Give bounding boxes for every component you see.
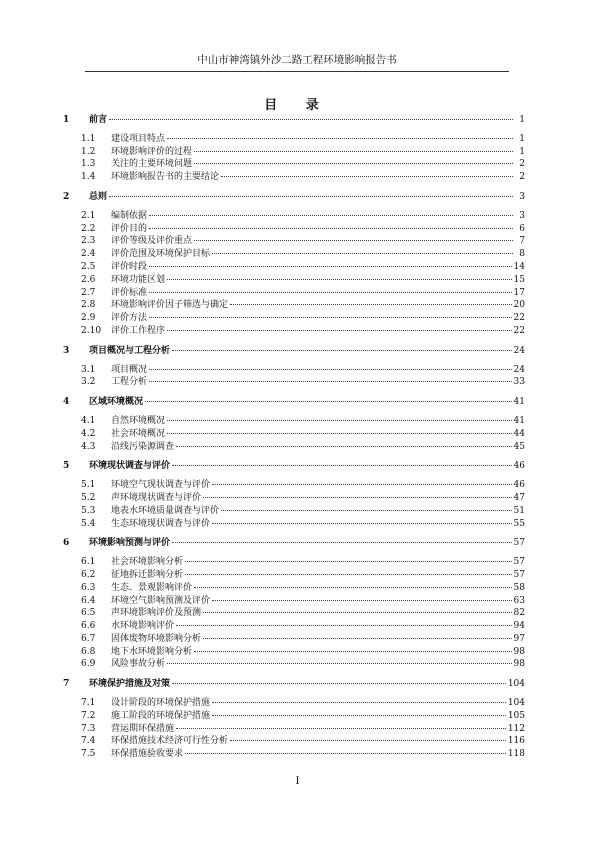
toc-entry-number: 5.3 (81, 505, 96, 516)
toc-entry-page: 15 (513, 274, 525, 285)
toc-entry-label: 环境保护措施及对策 (89, 679, 171, 690)
dot-leader (167, 138, 513, 139)
toc-entry-number: 5.1 (81, 480, 96, 491)
toc-entry-number: 6.3 (81, 582, 96, 593)
toc-section-entry[interactable] (63, 325, 525, 338)
toc-entry-number: 7.3 (81, 723, 96, 734)
toc-section-entry[interactable] (63, 287, 525, 300)
toc-entry-label: 生态、景观影响评价 (111, 582, 193, 593)
toc-section-entry[interactable] (63, 723, 525, 736)
toc-entry-label: 征地拆迁影响分析 (111, 569, 184, 580)
toc-section-entry[interactable] (63, 748, 525, 761)
toc-entry-label: 总则 (89, 191, 108, 202)
toc-section-entry[interactable] (63, 479, 525, 492)
toc-entry-label: 环境空气现状调查与评价 (111, 480, 211, 491)
toc-entry-page: 22 (513, 325, 525, 336)
toc-entry-page: 2 (519, 172, 525, 183)
toc-entry-label: 沿线污染源调查 (111, 441, 175, 452)
toc-entry-number: 6.6 (81, 621, 96, 632)
dot-leader (149, 381, 512, 382)
toc-entry-number: 6.7 (81, 633, 96, 644)
toc-entry-label: 环保措施技术经济可行性分析 (111, 736, 229, 747)
toc-entry-label: 评价标准 (111, 287, 148, 298)
toc-entry-number: 6.1 (81, 557, 96, 568)
toc-entry-number: 4.3 (81, 441, 96, 452)
toc-entry-label: 环境功能区划 (111, 274, 166, 285)
toc-entry-page: 118 (507, 749, 525, 760)
dot-leader (230, 304, 512, 305)
toc-entry-page: 6 (519, 223, 525, 234)
toc-entry-label: 地下水环境影响分析 (111, 646, 193, 657)
toc-entry-label: 生态环境现状调查与评价 (111, 518, 211, 529)
toc-section-entry[interactable] (63, 235, 525, 248)
toc-entry-number: 6 (63, 538, 70, 549)
toc-entry-page: 104 (507, 698, 525, 709)
toc-entry-label: 环境影响报告书的主要结论 (111, 172, 220, 183)
toc-entry-page: 97 (513, 633, 525, 644)
toc-section-entry[interactable] (63, 710, 525, 723)
toc-entry-label: 评价范围及环境保护目标 (111, 249, 211, 260)
toc-section-entry[interactable] (63, 607, 525, 620)
dot-leader (172, 350, 512, 351)
toc-entry-page: 104 (507, 679, 525, 690)
dot-leader (172, 542, 512, 543)
toc-entry-page: 82 (513, 608, 525, 619)
toc-entry-label: 评价工作程序 (111, 325, 166, 336)
toc-section-entry[interactable] (63, 735, 525, 748)
toc-entry-label: 评价等级及评价重点 (111, 236, 193, 247)
toc-section-entry[interactable] (63, 158, 525, 171)
toc-entry-number: 7.5 (81, 749, 96, 760)
toc-section-entry[interactable] (63, 620, 525, 633)
toc-entry-number: 7.4 (81, 736, 96, 747)
dot-leader (212, 715, 506, 716)
toc-section-entry[interactable] (63, 658, 525, 671)
toc-section-entry[interactable] (63, 697, 525, 710)
toc-entry-number: 7 (63, 679, 70, 690)
dot-leader (194, 587, 512, 588)
dot-leader (172, 465, 512, 466)
toc-entry-page: 44 (513, 428, 525, 439)
dot-leader (212, 600, 512, 601)
dot-leader (221, 176, 513, 177)
toc-entry-label: 固体废物环境影响分析 (111, 633, 202, 644)
dot-leader (109, 196, 513, 197)
toc-entry-label: 关注的主要环境问题 (111, 159, 193, 170)
toc-entry-page: 57 (513, 569, 525, 580)
toc-entry-page: 45 (513, 441, 525, 452)
toc-entry-label: 评价方法 (111, 313, 148, 324)
toc-chapter-entry[interactable] (63, 114, 525, 127)
toc-entry-page: 47 (513, 492, 525, 503)
dot-leader (149, 369, 512, 370)
toc-entry-page: 8 (519, 249, 525, 260)
toc-section-entry[interactable] (63, 428, 525, 441)
toc-entry-label: 前言 (89, 115, 108, 125)
toc-entry-page: 1 (519, 115, 525, 125)
toc-entry-page: 33 (513, 377, 525, 388)
table-of-contents (63, 114, 525, 761)
dot-leader (194, 163, 513, 164)
toc-entry-page: 3 (519, 210, 525, 221)
toc-entry-label: 环境空气影响预测及评价 (111, 595, 211, 606)
toc-section-entry[interactable] (63, 171, 525, 184)
dot-leader (167, 279, 512, 280)
toc-entry-page: 98 (513, 646, 525, 657)
toc-entry-number: 2 (63, 191, 70, 202)
toc-section-entry[interactable] (63, 261, 525, 274)
dot-leader (176, 625, 512, 626)
toc-entry-number: 6.8 (81, 646, 96, 657)
toc-entry-number: 6.9 (81, 659, 96, 670)
toc-entry-page: 55 (513, 518, 525, 529)
toc-entry-number: 6.4 (81, 595, 96, 606)
toc-entry-page: 17 (513, 287, 525, 298)
dot-leader (149, 266, 512, 267)
toc-entry-label: 社会环境概况 (111, 428, 166, 439)
toc-entry-number: 1.4 (81, 172, 96, 183)
dot-leader (149, 228, 513, 229)
toc-chapter-entry[interactable] (63, 460, 525, 473)
toc-section-entry[interactable] (63, 633, 525, 646)
toc-section-entry[interactable] (63, 223, 525, 236)
toc-chapter-entry[interactable] (63, 678, 525, 691)
toc-section-entry[interactable] (63, 248, 525, 261)
dot-leader (176, 728, 506, 729)
toc-entry-page: 98 (513, 659, 525, 670)
toc-section-entry[interactable] (63, 441, 525, 454)
toc-section-entry[interactable] (63, 518, 525, 531)
toc-entry-number: 2.9 (81, 313, 96, 324)
toc-entry-label: 地表水环境质量调查与评价 (111, 505, 220, 516)
toc-chapter-entry[interactable] (63, 537, 525, 550)
toc-entry-label: 施工阶段的环境保护措施 (111, 710, 211, 721)
dot-leader (149, 215, 513, 216)
toc-entry-page: 3 (519, 191, 525, 202)
dot-leader (194, 240, 513, 241)
toc-entry-page: 7 (519, 236, 525, 247)
toc-entry-number: 3.1 (81, 364, 96, 375)
toc-title: 目 录 (264, 98, 331, 113)
toc-section-entry[interactable] (63, 210, 525, 223)
toc-section-entry[interactable] (63, 376, 525, 389)
toc-entry-label: 评价时段 (111, 261, 148, 272)
toc-entry-page: 24 (513, 345, 525, 356)
toc-entry-label: 环境影响评价的过程 (111, 146, 193, 157)
toc-entry-label: 编制依据 (111, 210, 148, 221)
toc-entry-page: 1 (519, 146, 525, 157)
toc-entry-number: 2.4 (81, 249, 96, 260)
toc-entry-number: 6.5 (81, 608, 96, 619)
toc-chapter-entry[interactable] (63, 396, 525, 409)
toc-entry-number: 2.2 (81, 223, 96, 234)
toc-entry-page: 105 (507, 710, 525, 721)
toc-entry-number: 1.1 (81, 133, 96, 144)
toc-entry-number: 2.1 (81, 210, 96, 221)
toc-entry-number: 3 (63, 345, 70, 356)
dot-leader (167, 420, 512, 421)
toc-entry-page: 51 (513, 505, 525, 516)
toc-entry-page: 24 (513, 364, 525, 375)
toc-section-entry[interactable] (63, 556, 525, 569)
toc-entry-label: 评价目的 (111, 223, 148, 234)
toc-entry-label: 声环境影响评价及预测 (111, 608, 202, 619)
toc-entry-label: 风险事故分析 (111, 659, 166, 670)
toc-section-entry[interactable] (63, 274, 525, 287)
dot-leader (230, 740, 506, 741)
toc-entry-page: 112 (507, 723, 525, 734)
toc-entry-number: 5.2 (81, 492, 96, 503)
toc-entry-number: 2.7 (81, 287, 96, 298)
toc-entry-number: 7.2 (81, 710, 96, 721)
toc-entry-number: 5 (63, 461, 70, 472)
toc-entry-page: 20 (513, 300, 525, 311)
toc-entry-page: 41 (513, 415, 525, 426)
toc-entry-label: 水环境影响评价 (111, 621, 175, 632)
toc-section-entry[interactable] (63, 133, 525, 146)
dot-leader (212, 484, 512, 485)
toc-entry-page: 116 (507, 736, 525, 747)
toc-entry-number: 7.1 (81, 698, 96, 709)
dot-leader (172, 683, 506, 684)
dot-leader (185, 561, 512, 562)
toc-section-entry[interactable] (63, 312, 525, 325)
toc-entry-label: 建设项目特点 (111, 133, 166, 144)
toc-entry-page: 46 (513, 480, 525, 491)
toc-entry-label: 环保措施验收要求 (111, 749, 184, 760)
toc-entry-page: 57 (513, 557, 525, 568)
toc-entry-page: 14 (513, 261, 525, 272)
toc-entry-number: 6.2 (81, 569, 96, 580)
toc-section-entry[interactable] (63, 646, 525, 659)
toc-entry-number: 1 (63, 115, 70, 125)
toc-section-entry[interactable] (63, 364, 525, 377)
dot-leader (194, 651, 512, 652)
toc-entry-label: 工程分析 (111, 377, 148, 388)
toc-section-entry[interactable] (63, 415, 525, 428)
page-header: 中山市神湾镇外沙二路工程环境影响报告书 (85, 52, 509, 72)
toc-entry-number: 4.2 (81, 428, 96, 439)
dot-leader (176, 446, 512, 447)
dot-leader (185, 574, 512, 575)
toc-entry-page: 41 (513, 397, 525, 408)
toc-entry-number: 4.1 (81, 415, 96, 426)
toc-entry-label: 自然环境概况 (111, 415, 166, 426)
dot-leader (203, 497, 512, 498)
dot-leader (145, 401, 512, 402)
toc-entry-number: 2.3 (81, 236, 96, 247)
toc-entry-number: 5.4 (81, 518, 96, 529)
toc-entry-label: 环境影响评价因子筛选与确定 (111, 300, 229, 311)
toc-entry-label: 营运期环保措施 (111, 723, 175, 734)
toc-entry-number: 1.3 (81, 159, 96, 170)
toc-entry-number: 4 (63, 397, 70, 408)
toc-entry-number: 2.6 (81, 274, 96, 285)
toc-entry-number: 2.5 (81, 261, 96, 272)
toc-section-entry[interactable] (63, 146, 525, 159)
dot-leader (167, 330, 512, 331)
page-number: I (295, 776, 300, 787)
toc-chapter-entry[interactable] (63, 345, 525, 358)
toc-entry-label: 项目概况与工程分析 (89, 345, 171, 356)
toc-entry-number: 2.8 (81, 300, 96, 311)
toc-chapter-entry[interactable] (63, 191, 525, 204)
toc-entry-label: 项目概况 (111, 364, 148, 375)
toc-entry-label: 设计阶段的环境保护措施 (111, 698, 211, 709)
dot-leader (185, 753, 506, 754)
toc-entry-label: 区域环境概况 (89, 397, 144, 408)
toc-entry-number: 2.10 (81, 325, 102, 336)
toc-section-entry[interactable] (63, 582, 525, 595)
toc-entry-page: 46 (513, 461, 525, 472)
toc-entry-page: 94 (513, 621, 525, 632)
toc-section-entry[interactable] (63, 299, 525, 312)
dot-leader (167, 663, 512, 664)
dot-leader (203, 612, 512, 613)
dot-leader (203, 638, 512, 639)
dot-leader (109, 119, 513, 120)
toc-entry-label: 社会环境影响分析 (111, 557, 184, 568)
dot-leader (212, 523, 512, 524)
toc-entry-page: 63 (513, 595, 525, 606)
toc-entry-number: 1.2 (81, 146, 96, 157)
toc-entry-number: 3.2 (81, 377, 96, 388)
dot-leader (212, 702, 506, 703)
toc-section-entry[interactable] (63, 595, 525, 608)
toc-section-entry[interactable] (63, 569, 525, 582)
dot-leader (221, 510, 512, 511)
toc-entry-label: 环境影响预测与评价 (89, 538, 171, 549)
toc-entry-page: 58 (513, 582, 525, 593)
toc-entry-page: 2 (519, 159, 525, 170)
dot-leader (149, 317, 512, 318)
toc-section-entry[interactable] (63, 505, 525, 518)
toc-entry-label: 声环境现状调查与评价 (111, 492, 202, 503)
toc-section-entry[interactable] (63, 492, 525, 505)
toc-entry-page: 1 (519, 133, 525, 144)
dot-leader (149, 292, 512, 293)
dot-leader (212, 253, 513, 254)
dot-leader (167, 433, 512, 434)
dot-leader (194, 151, 513, 152)
toc-entry-label: 环境现状调查与评价 (89, 461, 171, 472)
toc-entry-page: 57 (513, 538, 525, 549)
toc-entry-page: 22 (513, 313, 525, 324)
